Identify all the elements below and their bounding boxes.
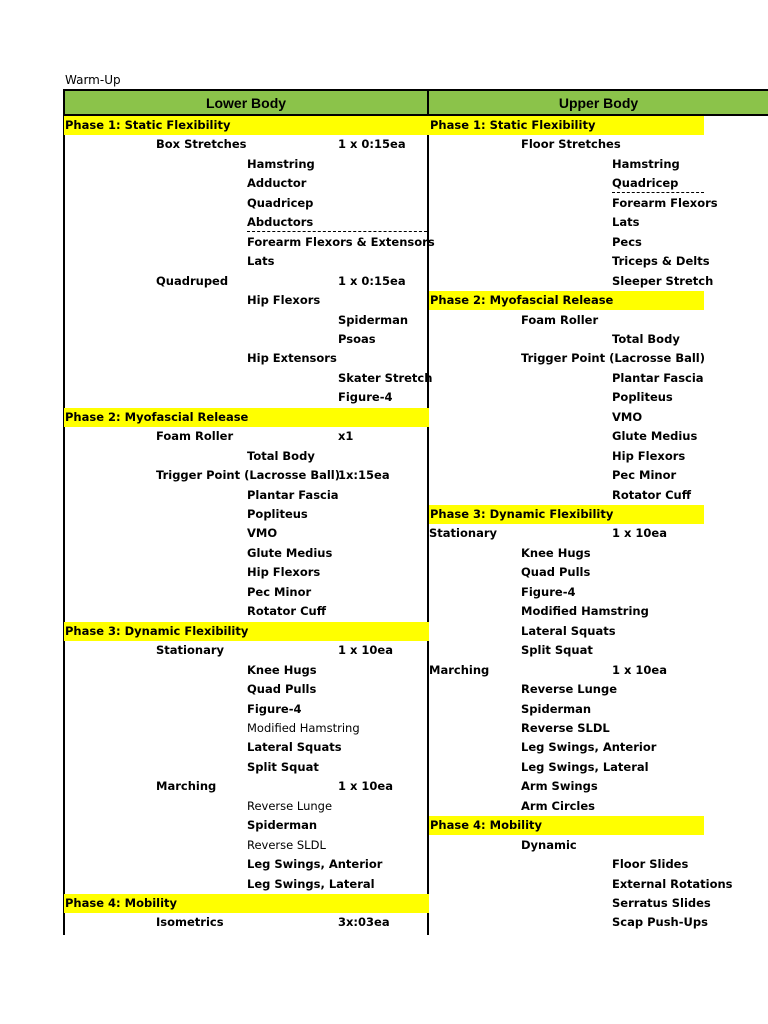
phase-header: Phase 2: Myofascial Release — [64, 408, 429, 427]
exercise-row — [429, 583, 703, 602]
exercise-row — [429, 252, 710, 271]
exercise-row — [64, 524, 428, 543]
cell-c: Rotator Cuff — [247, 604, 327, 619]
sheet-title: Warm-Up — [65, 73, 121, 87]
exercise-row — [64, 135, 428, 154]
exercise-row — [64, 155, 428, 174]
phase-header: Phase 4: Mobility — [64, 894, 429, 913]
exercise-row — [429, 602, 703, 621]
exercise-row — [429, 894, 711, 913]
exercise-row — [429, 311, 703, 330]
exercise-row — [429, 349, 703, 368]
exercise-row — [429, 486, 703, 505]
exercise-row — [429, 272, 714, 291]
cell-d: 1 x 10ea — [338, 643, 393, 658]
cell-c: Split Squat — [247, 759, 319, 774]
cell-d: Pecs — [612, 234, 642, 249]
cell-c: Abductors — [247, 215, 314, 230]
cell-b: Foam Roller — [521, 312, 599, 327]
cell-d: Glute Medius — [612, 429, 698, 444]
cell-c: Spiderman — [247, 818, 318, 833]
exercise-row — [64, 427, 428, 446]
cell-d: Forearm Flexors — [612, 195, 718, 210]
exercise-row — [64, 758, 428, 777]
exercise-row — [64, 700, 428, 719]
cell-b: Foam Roller — [156, 429, 234, 444]
cell-c: Modified Hamstring — [247, 720, 360, 735]
cell-a: Marching — [429, 662, 490, 677]
exercise-row — [64, 583, 428, 602]
cell-d: 1 x 10ea — [338, 779, 393, 794]
exercise-row — [429, 758, 703, 777]
exercise-row — [64, 544, 428, 563]
cell-c: Reverse SLDL — [247, 837, 326, 852]
cell-c: Hip Flexors — [247, 565, 321, 580]
exercise-row — [429, 700, 703, 719]
cell-c: Quad Pulls — [247, 682, 317, 697]
cell-d: Total Body — [612, 331, 680, 346]
exercise-row — [429, 563, 703, 582]
cell-b: Arm Swings — [521, 779, 598, 794]
exercise-row — [429, 524, 703, 543]
exercise-row — [64, 213, 428, 232]
exercise-row — [429, 544, 703, 563]
cell-c: Forearm Flexors & Extensors — [247, 234, 435, 249]
cell-b: Trigger Point (Lacrosse Ball) — [156, 468, 340, 483]
exercise-row — [64, 797, 428, 816]
cell-c: Pec Minor — [247, 584, 312, 599]
cell-c: VMO — [247, 526, 278, 541]
cell-d: Hip Flexors — [612, 448, 686, 463]
exercise-row — [429, 738, 703, 757]
exercise-row — [64, 563, 428, 582]
exercise-row — [429, 330, 703, 349]
cell-b: Modified Hamstring — [521, 604, 649, 619]
lower-body-header — [63, 89, 429, 116]
dashed-divider — [247, 231, 427, 232]
cell-b: Figure-4 — [521, 584, 576, 599]
exercise-row — [429, 661, 703, 680]
cell-c: Reverse Lunge — [247, 798, 333, 813]
exercise-row — [64, 816, 428, 835]
phase-header: Phase 3: Dynamic Flexibility — [64, 622, 429, 641]
cell-c: Popliteus — [247, 507, 308, 521]
cell-b: Reverse Lunge — [521, 682, 618, 697]
cell-c: Glute Medius — [247, 545, 333, 560]
cell-d: Plantar Fascia — [612, 370, 704, 385]
cell-d: Hamstring — [612, 156, 680, 171]
exercise-row — [429, 388, 703, 407]
upper-body-header-label: Upper Body — [558, 94, 639, 111]
exercise-row — [429, 466, 703, 485]
exercise-row — [64, 680, 428, 699]
cell-c: Leg Swings, Lateral — [247, 876, 375, 891]
phase-header: Phase 1: Static Flexibility — [64, 116, 429, 135]
phase-header: Phase 3: Dynamic Flexibility — [429, 505, 704, 524]
cell-d: 1 x 0:15ea — [338, 137, 406, 152]
cell-d: Rotator Cuff — [612, 487, 692, 502]
cell-c: Knee Hugs — [247, 662, 317, 677]
exercise-row — [429, 427, 703, 446]
cell-d: Spiderman — [338, 312, 409, 327]
cell-b: Isometrics — [156, 915, 224, 930]
dashed-divider — [612, 192, 704, 193]
exercise-row — [64, 777, 428, 796]
cell-c: Lateral Squats — [247, 740, 342, 755]
phase-header: Phase 4: Mobility — [429, 816, 704, 835]
exercise-row — [64, 875, 428, 894]
cell-d: Sleeper Stretch — [612, 273, 714, 288]
exercise-row — [429, 680, 703, 699]
exercise-row — [429, 155, 703, 174]
exercise-row — [64, 252, 428, 271]
exercise-row — [64, 641, 428, 660]
exercise-row — [429, 797, 703, 816]
cell-c: Leg Swings, Anterior — [247, 857, 383, 872]
exercise-row — [429, 447, 703, 466]
cell-c: Adductor — [247, 176, 307, 191]
cell-c: Lats — [247, 254, 275, 269]
cell-b: Quad Pulls — [521, 565, 591, 580]
cell-b: Split Squat — [521, 643, 593, 658]
upper-body-header — [429, 89, 768, 116]
cell-b: Leg Swings, Lateral — [521, 759, 649, 774]
exercise-row — [64, 174, 428, 193]
cell-b: Arm Circles — [521, 798, 596, 813]
cell-d: Psoas — [338, 331, 376, 346]
exercise-row — [64, 194, 428, 213]
exercise-row — [64, 466, 428, 485]
cell-d: Pec Minor — [612, 468, 677, 483]
exercise-row — [64, 602, 428, 621]
exercise-row — [429, 174, 703, 193]
lower-body-header-label: Lower Body — [205, 94, 287, 111]
cell-d: Triceps & Delts — [612, 254, 710, 269]
exercise-row — [429, 777, 703, 796]
cell-b: Floor Stretches — [521, 137, 621, 152]
exercise-row — [429, 369, 703, 388]
cell-d: 1 x 0:15ea — [338, 273, 406, 288]
cell-d: Floor Slides — [612, 857, 689, 872]
cell-d: Popliteus — [612, 390, 673, 405]
exercise-row — [64, 486, 428, 505]
cell-d: Figure-4 — [338, 390, 393, 405]
exercise-row — [64, 738, 428, 757]
exercise-row — [64, 369, 433, 388]
exercise-row — [64, 855, 428, 874]
cell-b: Lateral Squats — [521, 623, 616, 638]
exercise-row — [64, 291, 428, 310]
exercise-row — [64, 661, 428, 680]
exercise-row — [64, 388, 428, 407]
exercise-row — [429, 855, 703, 874]
cell-d: Lats — [612, 215, 640, 230]
exercise-row — [429, 408, 703, 427]
exercise-row — [64, 233, 435, 252]
cell-c: Quadricep — [247, 195, 314, 210]
exercise-row — [64, 330, 428, 349]
cell-b: Leg Swings, Anterior — [521, 740, 657, 755]
exercise-row — [429, 213, 703, 232]
cell-d: VMO — [612, 409, 643, 424]
cell-d: 1x:15ea — [338, 468, 390, 483]
cell-b: Dynamic — [521, 837, 577, 852]
exercise-row — [429, 622, 703, 641]
cell-d: External Rotations — [612, 876, 733, 891]
cell-d: Serratus Slides — [612, 896, 711, 910]
cell-c: Hip Flexors — [247, 293, 321, 308]
phase-header: Phase 1: Static Flexibility — [429, 116, 704, 135]
cell-d: Quadricep — [612, 176, 679, 191]
cell-c: Hamstring — [247, 156, 315, 171]
cell-c: Plantar Fascia — [247, 487, 339, 502]
cell-b: Box Stretches — [156, 137, 247, 152]
phase-header: Phase 2: Myofascial Release — [429, 291, 704, 310]
exercise-row — [64, 447, 428, 466]
cell-a: Stationary — [429, 526, 497, 541]
exercise-row — [64, 836, 428, 855]
cell-d: Skater Stretch — [338, 370, 433, 385]
cell-d: 3x:03ea — [338, 915, 390, 930]
cell-c: Total Body — [247, 448, 315, 463]
cell-c: 1 x 10ea — [612, 526, 667, 541]
exercise-row — [429, 836, 703, 855]
cell-c: Figure-4 — [247, 701, 302, 716]
exercise-row — [64, 349, 428, 368]
exercise-row — [429, 719, 703, 738]
cell-b: Spiderman — [521, 701, 592, 716]
exercise-row — [429, 913, 708, 932]
cell-c: Hip Extensors — [247, 351, 337, 366]
cell-b: Trigger Point (Lacrosse Ball) — [521, 351, 705, 366]
exercise-row — [429, 135, 703, 154]
cell-c: 1 x 10ea — [612, 662, 667, 677]
exercise-row — [429, 233, 703, 252]
cell-d: Scap Push-Ups — [612, 915, 708, 930]
cell-b: Knee Hugs — [521, 545, 591, 560]
exercise-row — [429, 194, 718, 213]
exercise-row — [64, 505, 428, 524]
exercise-row — [64, 272, 428, 291]
cell-b: Quadruped — [156, 273, 229, 288]
exercise-row — [64, 719, 428, 738]
exercise-row — [64, 913, 428, 932]
exercise-row — [64, 311, 428, 330]
exercise-row — [429, 875, 733, 894]
cell-b: Marching — [156, 779, 217, 794]
cell-d: x1 — [338, 429, 354, 444]
exercise-row — [429, 641, 703, 660]
cell-b: Reverse SLDL — [521, 720, 610, 735]
cell-b: Stationary — [156, 643, 224, 658]
